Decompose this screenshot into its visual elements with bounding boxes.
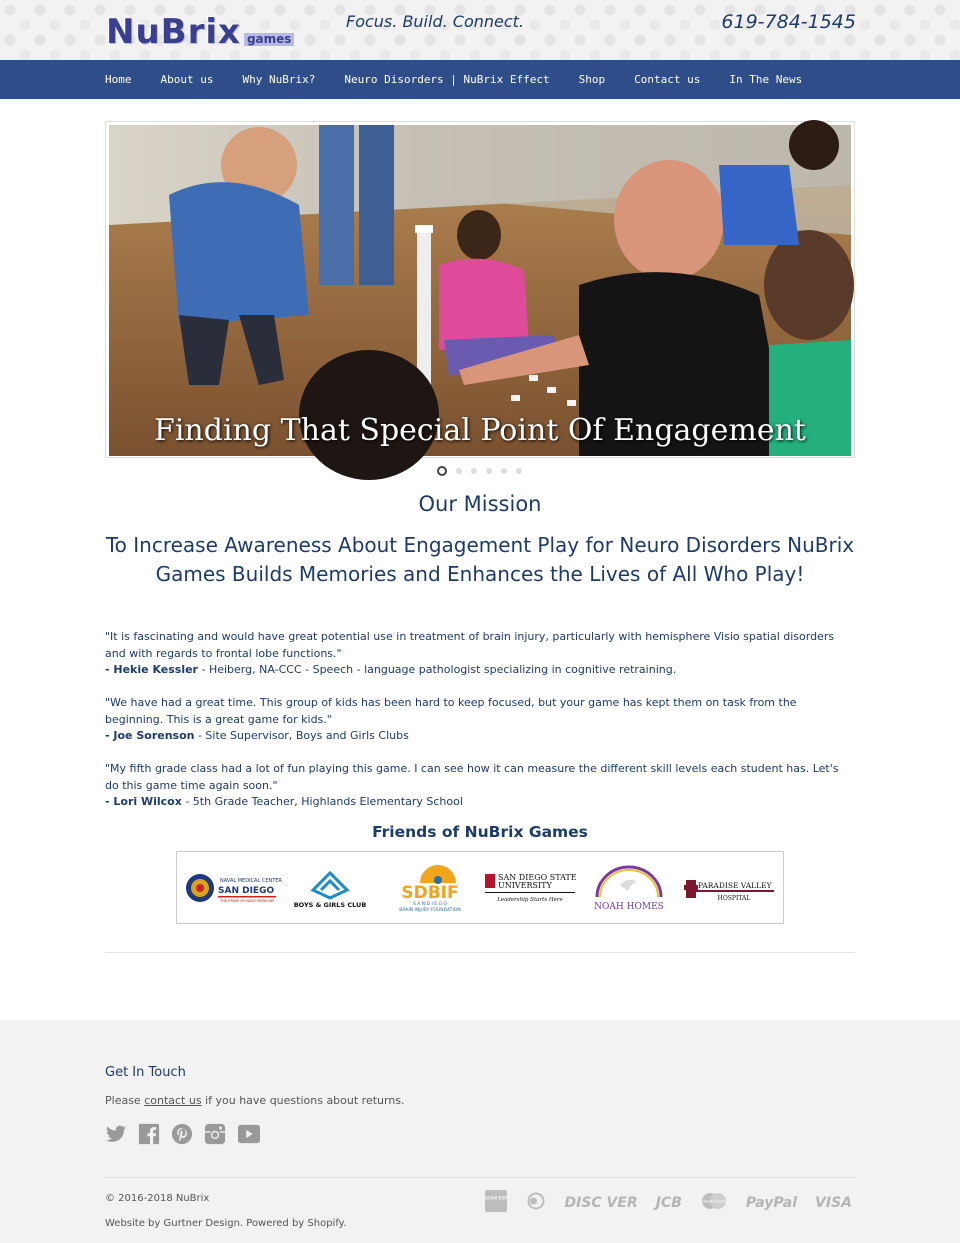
testimonial: [105, 695, 855, 745]
payment-label: diners: [535, 1204, 540, 1205]
hero-slider[interactable]: [105, 121, 855, 458]
slider-dot[interactable]: [516, 468, 522, 474]
partner-logo-text: BOYS & GIRLS CLUB: [294, 900, 367, 909]
testimonial-author: - Hekie Kessler: [105, 663, 198, 676]
facebook-icon[interactable]: [138, 1123, 160, 1145]
partner-logo-text: UNIVERSITY: [497, 880, 552, 890]
paypal-icon: PayPal: [745, 1195, 798, 1211]
partner-logo-text: NOAH HOMES: [594, 901, 665, 912]
social-links: [105, 1123, 270, 1145]
amex-icon: [472, 1190, 519, 1216]
mastercard-icon: [700, 1192, 728, 1214]
testimonial-author: - Lori Wilcox: [105, 795, 182, 808]
youtube-icon[interactable]: [237, 1123, 259, 1145]
testimonial: [105, 761, 855, 811]
nav-item-shop[interactable]: Shop: [578, 73, 606, 86]
nav-item-contact[interactable]: Contact us: [634, 73, 701, 86]
footer-contact-text: Please contact us if you have questions about returns.: [105, 1094, 405, 1107]
hero-slide: [109, 125, 851, 456]
noah-homes-logo: [582, 863, 676, 913]
partner-logo-text: SAN DIEGO STATE: [497, 872, 577, 882]
partner-logo-text: NAVAL MEDICAL CENTER: [219, 877, 282, 884]
logo-wordmark: NuBrix: [106, 12, 241, 52]
testimonial-text: "My fifth grade class had a lot of fun playing this game. I can see how it can measure the different skill levels each student has. Let's do this game time again soon.": [105, 762, 839, 792]
phone-number[interactable]: 619-784-1545: [721, 11, 856, 33]
slider-dot[interactable]: [471, 468, 477, 474]
partner-logo-text: HOSPITAL: [717, 894, 751, 902]
testimonial-text: "We have had a great time. This group of kids has been hard to keep focused, but your game has kept them on task from the beginning. This is a great game for kids.": [105, 696, 797, 726]
logo-subtitle: games: [244, 33, 294, 46]
main-nav: [0, 60, 960, 99]
site-header: [0, 0, 960, 60]
slider-dot[interactable]: [486, 468, 492, 474]
partner-logos: [176, 851, 784, 924]
testimonial: [105, 629, 855, 679]
partner-logo-text: BRAIN INJURY FOUNDATION: [399, 907, 461, 913]
pinterest-icon[interactable]: [171, 1123, 193, 1145]
partner-logo-text: THE PRIDE OF NAVY MEDICINE: [219, 898, 275, 903]
discover-icon: DISC VER: [564, 1195, 638, 1211]
nav-item-news[interactable]: In The News: [729, 73, 803, 86]
payment-label: mastercard: [702, 1199, 726, 1204]
slider-dot[interactable]: [501, 468, 507, 474]
visa-icon: VISA: [815, 1195, 852, 1211]
footer-divider: [105, 1177, 855, 1178]
partner-paradise-valley[interactable]: [682, 861, 776, 915]
partner-sdsu[interactable]: [483, 861, 577, 915]
section-divider: [105, 952, 855, 953]
mission-statement: To Increase Awareness About Engagement Play for Neuro Disorders NuBrix Games Builds Memories and Enhances the Lives of All Who Play!: [105, 533, 855, 586]
nav-item-about[interactable]: About us: [160, 73, 214, 86]
site-logo[interactable]: [106, 8, 294, 52]
partner-noah-homes[interactable]: [582, 861, 676, 915]
nav-item-home[interactable]: Home: [105, 73, 132, 86]
testimonial-text: "It is fascinating and would have great potential use in treatment of brain injury, particularly with hemisphere Visio spatial disorders and with regards to frontal lobe functions.": [105, 630, 835, 660]
payment-icons: [472, 1190, 853, 1216]
nav-item-why-nubrix[interactable]: Why NuBrix?: [242, 73, 316, 86]
partner-logo-text: SAN DIEGO: [217, 885, 274, 896]
sdbif-logo: [383, 863, 477, 913]
jcb-icon: JCB: [655, 1195, 682, 1211]
friends-title: Friends of NuBrix Games: [372, 823, 588, 841]
testimonial-role: - Site Supervisor, Boys and Girls Clubs: [194, 729, 409, 742]
instagram-icon[interactable]: [204, 1123, 226, 1145]
testimonial-role: - 5th Grade Teacher, Highlands Elementary School: [181, 795, 463, 808]
hero-photo: [109, 125, 851, 456]
boys-girls-club-logo: [283, 868, 377, 908]
payment-label: AMERICAN EXPRESS: [472, 1195, 519, 1201]
diners-icon: [525, 1193, 547, 1213]
slider-dots: [437, 466, 531, 476]
slide-caption: Finding That Special Point Of Engagement: [154, 413, 806, 448]
contact-us-link[interactable]: contact us: [144, 1094, 202, 1107]
naval-medical-logo: [184, 868, 282, 908]
footer-title: Get In Touch: [105, 1065, 186, 1080]
site-credits: Website by Gurtner Design. Powered by Shopify.: [105, 1218, 347, 1229]
partner-boys-girls-club[interactable]: [283, 861, 377, 915]
tagline: Focus. Build. Connect.: [346, 12, 525, 31]
partner-logo-text: S A N D I E G O: [413, 901, 448, 907]
partner-logo-text: SDBIF: [401, 882, 459, 903]
testimonials: [105, 629, 855, 827]
copyright: © 2016-2018 NuBrix: [105, 1193, 210, 1204]
nav-item-neuro-disorders[interactable]: Neuro Disorders | NuBrix Effect: [344, 73, 550, 86]
slider-dot[interactable]: [437, 466, 447, 476]
site-footer: [0, 1020, 960, 1243]
sdsu-logo: [483, 868, 577, 908]
paradise-valley-logo: [682, 868, 776, 908]
twitter-icon[interactable]: [105, 1123, 127, 1145]
partner-logo-text: PARADISE VALLEY: [698, 880, 772, 890]
partner-sdbif[interactable]: [383, 861, 477, 915]
mission-title: Our Mission: [418, 492, 542, 516]
testimonial-role: - Heiberg, NA-CCC - Speech - language pathologist specializing in cognitive retraining.: [197, 663, 677, 676]
partner-naval-medical-center[interactable]: [184, 861, 282, 915]
partner-logo-text: Leadership Starts Here: [497, 896, 563, 903]
testimonial-author: - Joe Sorenson: [105, 729, 195, 742]
slider-dot[interactable]: [456, 468, 462, 474]
